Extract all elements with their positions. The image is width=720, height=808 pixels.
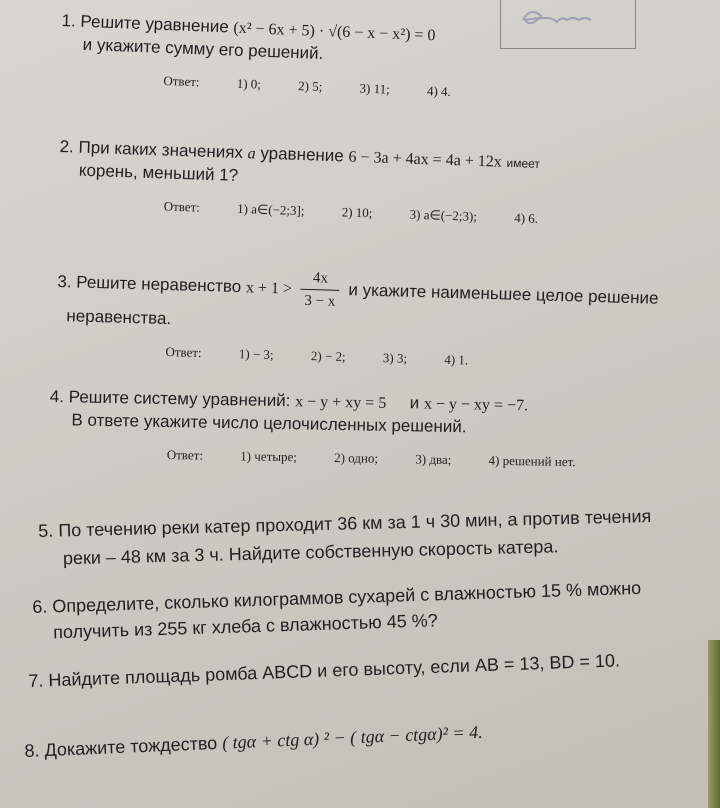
answer-option: 1) 0; — [236, 75, 262, 92]
task-6 — [32, 577, 642, 644]
answer-option: 2) − 2; — [310, 348, 346, 365]
task-number: 8. — [24, 740, 40, 761]
answer-option: 1) четыре; — [240, 448, 298, 465]
task-number: 6. — [32, 596, 48, 617]
task-number: 7. — [28, 670, 44, 691]
task-number: 3. — [57, 271, 72, 292]
task-number: 1. — [61, 10, 77, 31]
answer-option: 3) a∈(−2;3); — [409, 206, 478, 224]
task-text: Найдите площадь ромба ABCD и его высоту, если AB = 13, BD = 10. — [48, 650, 621, 691]
fraction-denominator: 3 − x — [304, 292, 336, 310]
answer-option: 2) одно; — [334, 449, 379, 466]
equation: (x² − 6x + 5) · √(6 − x − x²) = 0 — [233, 19, 436, 45]
answer-options — [58, 195, 573, 228]
task-text: Докажите тождество — [44, 732, 218, 761]
task-text: Определите, сколько килограммов сухарей с влажностью 15 % можно — [52, 577, 642, 617]
conjunction: и — [409, 393, 420, 413]
answer-option: 2) 5; — [297, 78, 323, 95]
task-text: При каких значениях — [78, 137, 244, 163]
background-object — [708, 640, 720, 808]
task-number: 5. — [38, 520, 54, 541]
task-text: Решите систему уравнений: — [68, 387, 291, 411]
variable: a — [247, 145, 256, 163]
answer-option: 3) 3; — [382, 350, 408, 366]
answer-option: 2) 10; — [341, 204, 373, 221]
task-text: корень, меньший 1? — [78, 160, 239, 185]
inequality-left: x + 1 > — [245, 279, 293, 298]
task-number: 4. — [49, 386, 65, 407]
task-2 — [58, 136, 575, 228]
task-text: и укажите сумму его решений. — [82, 34, 324, 64]
task-text: получить из 255 кг хлеба с влажностью 45 %? — [52, 610, 439, 643]
task-7 — [28, 649, 620, 692]
answer-option: 1) − 3; — [238, 346, 274, 363]
answer-option: 4) 4. — [426, 83, 452, 99]
answer-option: 4) решений нет. — [488, 452, 576, 470]
identity: ( tgα + ctg α) ² − ( tgα − ctgα)² = 4. — [221, 721, 484, 753]
task-4 — [49, 386, 611, 471]
task-text: Решите неравенство — [76, 272, 242, 297]
task-text: Решите уравнение — [80, 11, 230, 37]
answer-option: 3) 11; — [359, 80, 391, 97]
answer-option: 4) 6. — [513, 210, 539, 226]
answers-label: Ответ: — [163, 198, 201, 215]
fraction-numerator: 4x — [301, 267, 341, 291]
grade-box — [500, 0, 636, 49]
task-5 — [38, 505, 652, 570]
equation: x − y + xy = 5 — [295, 393, 387, 412]
task-text: реки – 48 км за 3 ч. Найдите собственную скорость катера. — [62, 536, 559, 569]
task-text: В ответе укажите число целочисленных решений. — [71, 410, 467, 437]
answer-options — [49, 445, 610, 471]
task-8 — [24, 721, 483, 762]
task-number: 2. — [59, 136, 75, 157]
task-text: имеет — [506, 155, 541, 171]
answer-options — [59, 69, 485, 101]
answer-option: 3) два; — [415, 451, 452, 468]
answers-label: Ответ: — [165, 344, 202, 361]
task-text: По течению реки катер проходит 36 км за 1 ч 30 мин, а против течения — [58, 506, 652, 541]
equation: 6 − 3a + 4ax = 4a + 12x — [348, 148, 503, 171]
signature-mark — [509, 0, 619, 40]
task-text: и укажите наименьшее целое решение — [348, 280, 659, 308]
answer-option: 4) 1. — [444, 351, 469, 368]
task-text: неравенства. — [66, 306, 172, 329]
equation: x − y − xy = −7. — [423, 395, 529, 415]
answers-label: Ответ: — [163, 72, 200, 90]
fraction — [300, 267, 340, 313]
answer-options — [55, 341, 656, 374]
task-3 — [55, 260, 659, 374]
task-1 — [59, 10, 487, 101]
task-text: уравнение — [260, 143, 345, 166]
answers-label: Ответ: — [166, 447, 204, 463]
answer-option: 1) a∈(−2;3]; — [236, 200, 305, 219]
